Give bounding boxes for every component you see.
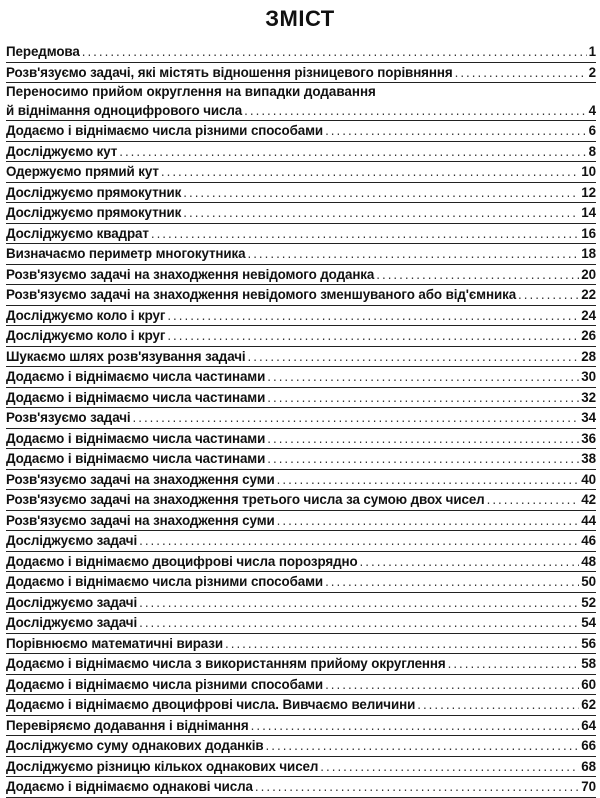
toc-entry-title: Досліджуємо прямокутник <box>6 184 182 200</box>
toc-entry-page-number: 64 <box>581 717 596 733</box>
toc-entry-title: Передмова <box>6 44 80 59</box>
dot-leader <box>139 593 579 612</box>
dot-leader <box>267 367 579 386</box>
toc-entry-page-number: 30 <box>581 369 596 384</box>
dot-leader <box>455 63 587 82</box>
toc-entry-title: Досліджуємо кут <box>6 143 118 159</box>
toc-entry[interactable] <box>6 285 596 306</box>
toc-entry[interactable] <box>6 162 596 183</box>
toc-entry-title: Додаємо і віднімаємо числа різними способами <box>6 574 324 589</box>
toc-entry-title: Досліджуємо суму однакових доданків <box>6 738 264 753</box>
toc-entry-page-number: 46 <box>581 533 596 548</box>
toc-entry-title: Додаємо і віднімаємо числа частинами <box>6 430 266 446</box>
toc-entry[interactable] <box>6 121 596 142</box>
toc-entry-page-number: 1 <box>588 44 596 59</box>
dot-leader <box>82 42 587 61</box>
toc-entry[interactable] <box>6 203 596 224</box>
dot-leader <box>247 244 579 263</box>
toc-entry[interactable] <box>6 183 596 204</box>
toc-entry[interactable] <box>6 654 596 675</box>
toc-entry-title: Досліджуємо різницю кількох однакових чисел <box>6 758 319 774</box>
toc-entry-page-number: 2 <box>588 64 596 80</box>
toc-entry-title: Додаємо і віднімаємо числа різними способами <box>6 123 324 138</box>
toc-entry[interactable] <box>6 244 596 265</box>
toc-entry-title: Розв'язуємо задачі на знаходження суми <box>6 512 275 528</box>
toc-entry[interactable] <box>6 736 596 757</box>
toc-entry[interactable] <box>6 470 596 491</box>
table-of-contents <box>6 42 596 798</box>
dot-leader <box>277 470 580 489</box>
dot-leader <box>267 388 579 407</box>
toc-entry-title: Порівнюємо математичні вирази <box>6 635 223 651</box>
dot-leader <box>320 757 579 776</box>
toc-entry[interactable] <box>6 675 596 696</box>
toc-entry[interactable] <box>6 757 596 778</box>
dot-leader <box>448 654 580 673</box>
toc-entry-page-number: 40 <box>581 471 596 487</box>
toc-entry[interactable] <box>6 388 596 409</box>
toc-entry-title-line1: Переносимо прийом округлення на випадки додавання <box>6 84 376 99</box>
toc-entry-page-number: 34 <box>581 410 596 425</box>
toc-entry[interactable] <box>6 224 596 245</box>
dot-leader <box>139 613 579 632</box>
dot-leader <box>139 531 579 550</box>
dot-leader <box>119 142 586 161</box>
toc-entry[interactable] <box>6 511 596 532</box>
dot-leader <box>360 552 580 571</box>
toc-entry[interactable] <box>6 142 596 163</box>
dot-leader <box>277 511 580 530</box>
toc-entry-page-number: 70 <box>581 779 596 794</box>
toc-entry-title: Досліджуємо задачі <box>6 594 138 610</box>
toc-entry-page-number: 58 <box>581 656 596 671</box>
toc-entry-page-number: 42 <box>581 492 596 507</box>
dot-leader <box>417 695 579 714</box>
toc-entry-page-number: 28 <box>581 348 596 364</box>
toc-entry-title: Шукаємо шлях розв'язування задачі <box>6 348 246 364</box>
page-title: ЗМІСТ <box>265 6 335 31</box>
toc-entry-page-number: 14 <box>581 205 596 220</box>
toc-entry-title: Визначаємо периметр многокутника <box>6 246 246 261</box>
toc-entry-page-number: 66 <box>581 738 596 753</box>
dot-leader <box>161 162 579 181</box>
toc-entry-title: Додаємо і віднімаємо числа різними способами <box>6 676 324 692</box>
toc-entry[interactable] <box>6 572 596 593</box>
toc-entry-title: Додаємо і віднімаємо числа з використанням прийому округлення <box>6 656 446 671</box>
toc-entry[interactable] <box>6 634 596 655</box>
dot-leader <box>251 716 580 735</box>
toc-entry-title: Розв'язуємо задачі на знаходження невідомого доданка <box>6 266 375 282</box>
dot-leader <box>248 347 580 366</box>
dot-leader <box>167 326 579 345</box>
toc-entry-page-number: 20 <box>581 266 596 282</box>
toc-entry[interactable] <box>6 347 596 368</box>
toc-entry-page-number: 24 <box>581 307 596 323</box>
toc-entry-page-number: 36 <box>581 430 596 446</box>
dot-leader <box>325 121 587 140</box>
toc-entry[interactable] <box>6 613 596 634</box>
toc-entry-page-number: 12 <box>581 184 596 200</box>
toc-entry-title: Розв'язуємо задачі, які містять відношення різницевого порівняння <box>6 64 453 80</box>
toc-entry-page-number: 26 <box>581 328 596 343</box>
toc-entry-page-number: 60 <box>581 676 596 692</box>
toc-entry-page-number: 56 <box>581 635 596 651</box>
dot-leader <box>255 777 579 796</box>
toc-entry[interactable] <box>6 429 596 450</box>
toc-entry-title: Додаємо і віднімаємо числа частинами <box>6 389 266 405</box>
toc-entry-title: Досліджуємо коло і круг <box>6 328 166 343</box>
toc-entry[interactable] <box>6 490 596 511</box>
toc-entry-page-number: 38 <box>581 451 596 466</box>
toc-entry-page-number: 32 <box>581 389 596 405</box>
toc-entry-page-number: 18 <box>581 246 596 261</box>
toc-entry-title: Одержуємо прямий кут <box>6 164 159 179</box>
toc-entry[interactable] <box>6 552 596 573</box>
dot-leader <box>325 572 579 591</box>
toc-entry-title: Додаємо і віднімаємо числа частинами <box>6 451 266 466</box>
toc-entry-page-number: 50 <box>581 574 596 589</box>
toc-entry-title: Додаємо і віднімаємо числа частинами <box>6 369 266 384</box>
toc-entry[interactable] <box>6 326 596 347</box>
toc-entry[interactable] <box>6 83 596 121</box>
toc-entry-title: Досліджуємо задачі <box>6 533 138 548</box>
dot-leader <box>183 203 579 222</box>
toc-entry-page-number: 62 <box>581 697 596 712</box>
toc-entry-page-number: 68 <box>581 758 596 774</box>
toc-entry-title: Досліджуємо коло і круг <box>6 307 166 323</box>
toc-entry-title: Розв'язуємо задачі на знаходження третього числа за сумою двох чисел <box>6 492 485 507</box>
toc-entry-page-number: 6 <box>588 123 596 138</box>
dot-leader <box>487 490 580 509</box>
toc-entry[interactable] <box>6 593 596 614</box>
toc-entry-page-number: 8 <box>588 143 596 159</box>
toc-entry-page-number: 44 <box>581 512 596 528</box>
dot-leader <box>518 285 579 304</box>
toc-entry[interactable] <box>6 777 596 798</box>
toc-entry-title: Перевіряємо додавання і віднімання <box>6 717 249 733</box>
dot-leader <box>325 675 579 694</box>
dot-leader <box>266 736 580 755</box>
toc-entry[interactable] <box>6 306 596 327</box>
dot-leader <box>244 101 586 120</box>
dot-leader <box>167 306 579 325</box>
toc-entry[interactable] <box>6 408 596 429</box>
toc-entry[interactable] <box>6 367 596 388</box>
toc-entry-page-number: 16 <box>581 225 596 241</box>
toc-entry-title: Досліджуємо квадрат <box>6 225 149 241</box>
dot-leader <box>133 408 580 427</box>
dot-leader <box>267 449 579 468</box>
toc-entry-title: й віднімання одноцифрового числа <box>6 103 243 118</box>
toc-entry-title: Розв'язуємо задачі на знаходження суми <box>6 471 275 487</box>
toc-entry-title: Досліджуємо прямокутник <box>6 205 182 220</box>
toc-entry[interactable] <box>6 695 596 716</box>
toc-entry[interactable] <box>6 63 596 84</box>
dot-leader <box>183 183 579 202</box>
toc-entry-page-number: 22 <box>581 287 596 302</box>
toc-entry-page-number: 52 <box>581 594 596 610</box>
dot-leader <box>376 265 579 284</box>
toc-entry-title: Додаємо і віднімаємо однакові числа <box>6 779 253 794</box>
toc-entry[interactable] <box>6 265 596 286</box>
toc-entry-page-number: 4 <box>588 103 596 118</box>
dot-leader <box>151 224 579 243</box>
toc-entry-page-number: 48 <box>581 553 596 569</box>
toc-entry[interactable] <box>6 531 596 552</box>
toc-entry-title: Розв'язуємо задачі на знаходження невідомого зменшуваного або від'ємника <box>6 287 517 302</box>
toc-entry-title: Додаємо і віднімаємо двоцифрові числа. Вивчаємо величини <box>6 697 416 712</box>
toc-entry-page-number: 10 <box>581 164 596 179</box>
toc-entry-title: Досліджуємо задачі <box>6 615 138 630</box>
toc-entry-title: Розв'язуємо задачі <box>6 410 131 425</box>
toc-entry[interactable] <box>6 716 596 737</box>
toc-entry[interactable] <box>6 449 596 470</box>
dot-leader <box>225 634 579 653</box>
toc-entry-title: Додаємо і віднімаємо двоцифрові числа порозрядно <box>6 553 358 569</box>
toc-entry-page-number: 54 <box>581 615 596 630</box>
dot-leader <box>267 429 579 448</box>
toc-entry[interactable] <box>6 42 596 63</box>
